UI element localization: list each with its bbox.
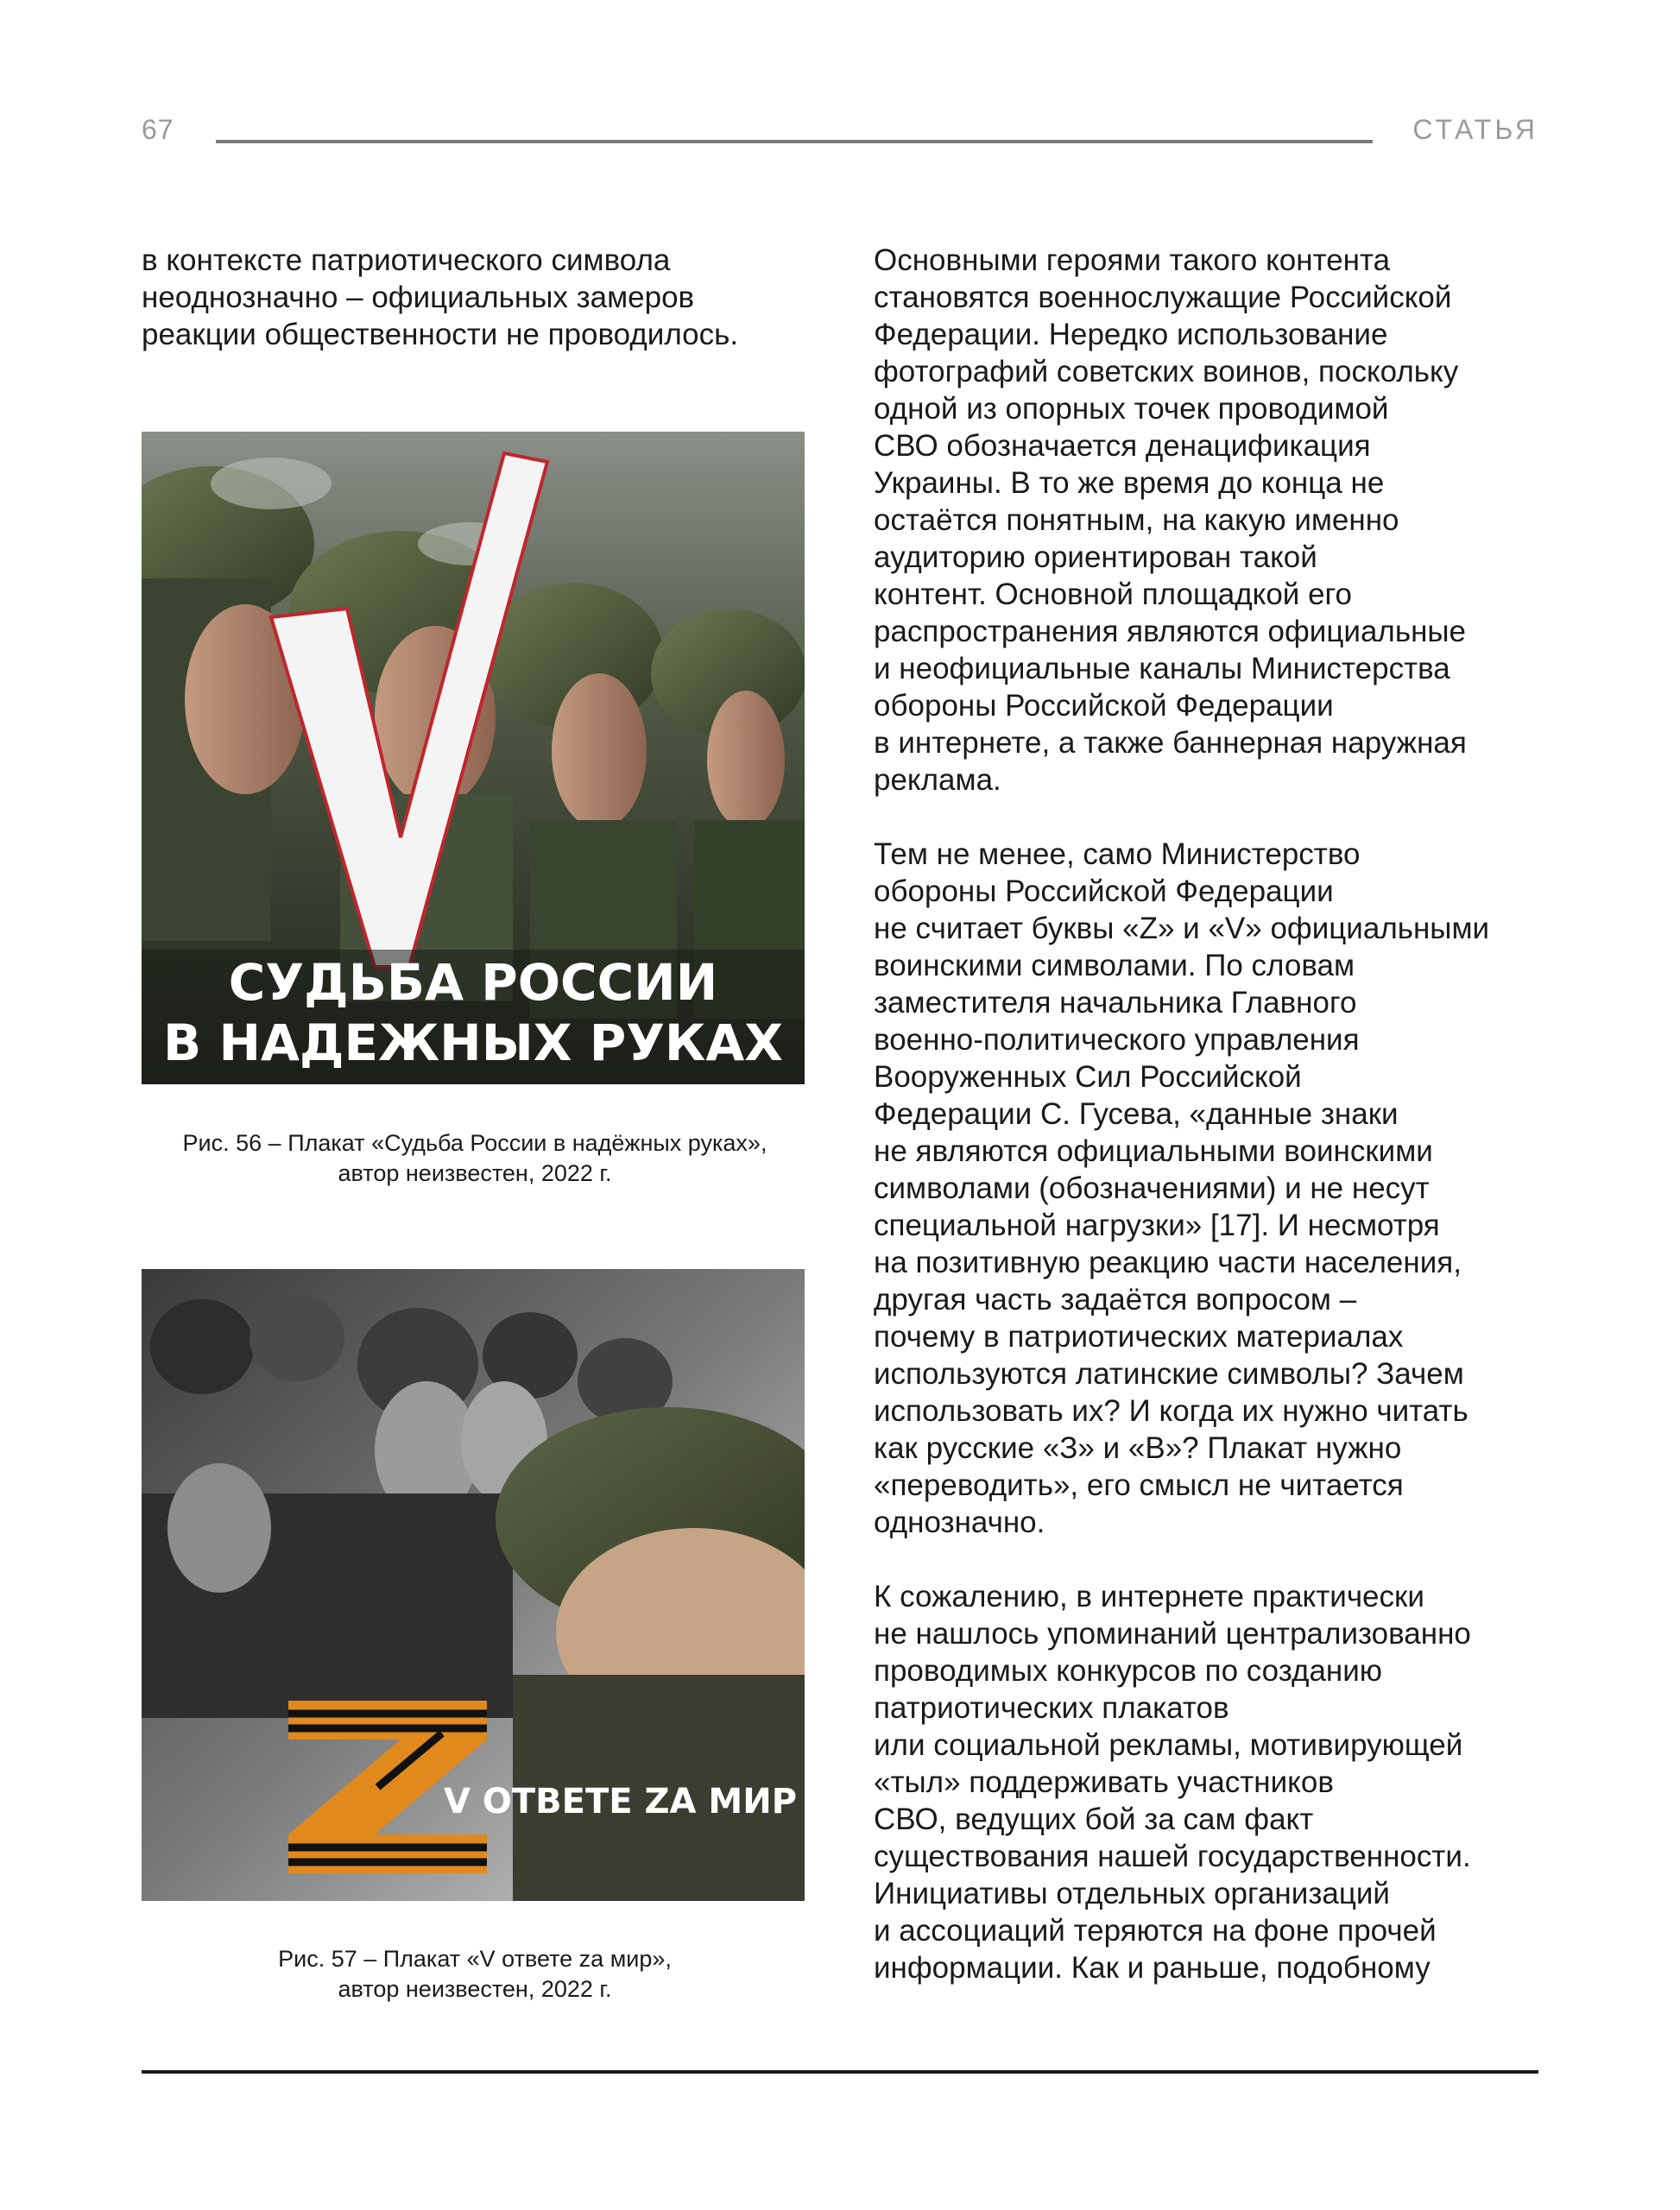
text-line: контент. Основной площадкой его (874, 578, 1353, 611)
right-column (874, 242, 1564, 2024)
text-line: СВО обозначается денацификация (874, 429, 1371, 463)
text-line: проводимых конкурсов по созданию (874, 1654, 1383, 1688)
text-line: военно-политического управления (874, 1023, 1360, 1057)
text-line: Федерации. Нередко использование (874, 318, 1388, 351)
figure-57-caption (121, 1944, 829, 2005)
text-line: заместителя начальника Главного (874, 986, 1357, 1020)
figure-56-caption (121, 1128, 829, 1189)
poster-57-slogan: V ОТВЕТЕ ZA МИР (444, 1782, 798, 1822)
text-line: информации. Как и раньше, подобному (874, 1951, 1431, 1985)
header-rule (216, 140, 1373, 143)
text-line: СВО, ведущих бой за сам факт (874, 1803, 1314, 1836)
section-title: СТАТЬЯ (1412, 114, 1538, 145)
text-line: воинскими символами. По словам (874, 949, 1355, 982)
text-line: «тыл» поддерживать участников (874, 1765, 1334, 1799)
paragraph-3 (874, 1578, 1564, 1986)
text-line: реакции общественности не проводилось. (142, 318, 739, 351)
text-line: не нашлось упоминаний централизованно (874, 1617, 1471, 1651)
poster-56-line2: В НАДЕЖНЫХ РУКАХ (163, 1013, 783, 1072)
text-line: не являются официальными воинскими (874, 1134, 1433, 1168)
figure-57-poster (142, 1269, 805, 1901)
text-line: использовать их? И когда их нужно читать (874, 1394, 1468, 1428)
text-line: К сожалению, в интернете практически (874, 1580, 1424, 1613)
text-line: реклама. (874, 763, 1001, 797)
text-line: не считает буквы «Z» и «V» официальными (874, 912, 1490, 945)
text-line: на позитивную реакцию части населения, (874, 1246, 1462, 1279)
poster-56-line1: СУДЬБА РОССИИ (228, 953, 718, 1012)
text-line: Украины. В то же время до конца не (874, 466, 1385, 500)
text-line: одной из опорных точек проводимой (874, 392, 1389, 426)
caption-line: автор неизвестен, 2022 г. (338, 1976, 612, 2002)
text-line: патриотических плакатов (874, 1691, 1229, 1725)
page-number: 67 (142, 114, 174, 145)
left-intro-text (142, 242, 815, 353)
caption-line: автор неизвестен, 2022 г. (338, 1160, 612, 1186)
text-line: и ассоциаций теряются на фоне прочей (874, 1914, 1437, 1948)
text-line: и неофициальные каналы Министерства (874, 652, 1450, 685)
text-line: остаётся понятным, на какую именно (874, 503, 1399, 537)
text-line: в интернете, а также баннерная наружная (874, 726, 1467, 760)
poster-57-image (142, 1269, 805, 1901)
text-line: специальной нагрузки» [17]. И несмотря (874, 1209, 1440, 1242)
text-line: почему в патриотических материалах (874, 1320, 1404, 1354)
figure-56-poster (142, 432, 805, 1084)
text-line: существования нашей государственности. (874, 1840, 1471, 1873)
text-line: неоднозначно – официальных замеров (142, 281, 695, 314)
text-line: аудиторию ориентирован такой (874, 540, 1317, 574)
text-line: Федерации С. Гусева, «данные знаки (874, 1097, 1399, 1131)
caption-line: Рис. 56 – Плакат «Судьба России в надёжных руках», (182, 1130, 767, 1156)
text-line: Основными героями такого контента (874, 243, 1391, 277)
text-line: используются латинские символы? Зачем (874, 1357, 1464, 1391)
text-line: становятся военнослужащие Российской (874, 281, 1452, 314)
text-line: Тем не менее, само Министерство (874, 837, 1361, 871)
text-line: другая часть задаётся вопросом – (874, 1283, 1357, 1317)
text-line: однозначно. (874, 1506, 1045, 1539)
paragraph-1 (874, 242, 1564, 799)
text-line: фотографий советских воинов, поскольку (874, 355, 1459, 388)
text-line: Инициативы отдельных организаций (874, 1877, 1390, 1910)
text-line: символами (обозначениями) и не несут (874, 1171, 1430, 1205)
text-line: как русские «З» и «В»? Плакат нужно (874, 1431, 1402, 1465)
text-line: обороны Российской Федерации (874, 689, 1334, 723)
text-line: или социальной рекламы, мотивирующей (874, 1728, 1463, 1762)
caption-line: Рис. 57 – Плакат «V ответе za мир», (278, 1946, 672, 1972)
text-line: «переводить», его смысл не читается (874, 1468, 1404, 1502)
poster-56-image (142, 432, 805, 1084)
text-line: Вооруженных Сил Российской (874, 1060, 1302, 1094)
footer-rule (142, 2070, 1538, 2074)
text-line: обороны Российской Федерации (874, 875, 1334, 908)
paragraph-2 (874, 836, 1564, 1541)
text-line: распространения являются официальные (874, 615, 1467, 648)
text-line: в контексте патриотического символа (142, 243, 671, 277)
